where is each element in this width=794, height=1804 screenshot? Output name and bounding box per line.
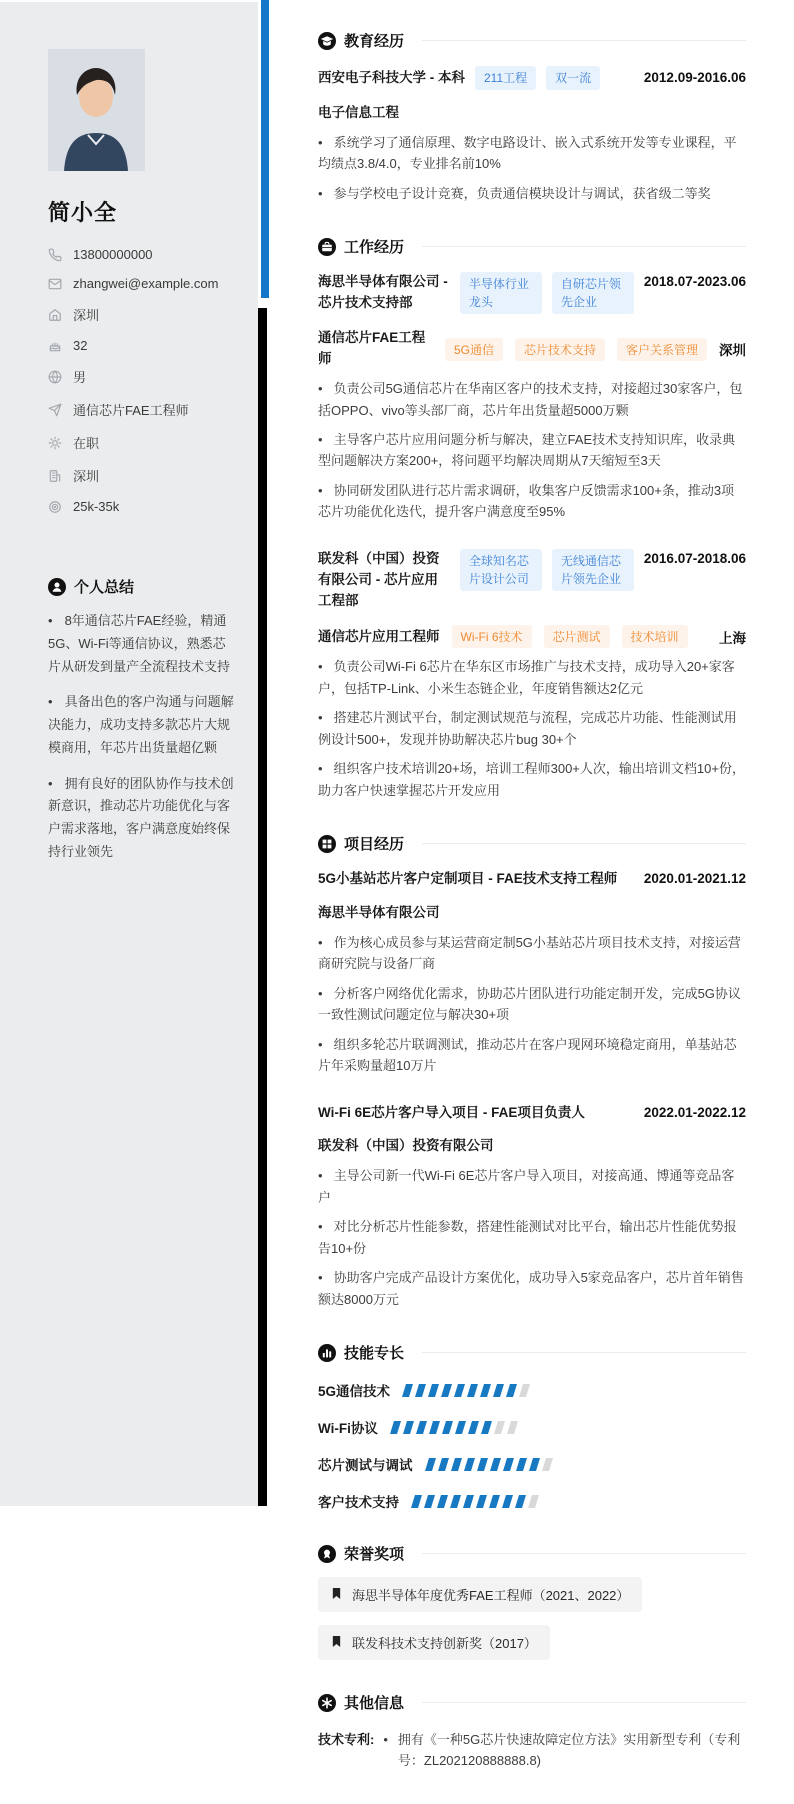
- company-tag: 无线通信芯片领先企业: [552, 549, 634, 591]
- section-title: 项目经历: [344, 836, 405, 854]
- company-tag: 半导体行业龙头: [460, 272, 542, 314]
- section-title: 教育经历: [344, 33, 405, 50]
- building-icon: [48, 469, 62, 483]
- bullet-item: • 组织多轮芯片联调测试，推动芯片在客户现网环境稳定商用，单基站芯片年采购量超10万片: [318, 1034, 746, 1077]
- contact-item-gender: [48, 367, 238, 386]
- company-tag: 自研芯片领先企业: [552, 272, 634, 314]
- role-title: 通信芯片FAE工程师: [318, 330, 426, 367]
- role-title: 通信芯片应用工程师: [318, 628, 440, 644]
- summary-bullet: • 具备出色的客户沟通与问题解决能力，成功支持多款芯片大规模商用，年芯片出货量超亿颗: [48, 691, 238, 759]
- education-section: [318, 30, 746, 204]
- home-icon: [48, 308, 62, 322]
- skill-bars: [392, 1421, 516, 1434]
- project-date: 2022.01-2022.12: [643, 1104, 746, 1120]
- summary-section: [48, 576, 238, 864]
- role-tag: 5G通信: [445, 338, 503, 361]
- work-location: 上海: [719, 630, 746, 646]
- bullet-item: • 分析客户网络优化需求，协助芯片团队进行功能定制开发，完成5G协议一致性测试问题定位与解决30+项: [318, 983, 746, 1026]
- bullet-item: • 系统学习了通信原理、数字电路设计、嵌入式系统开发等专业课程，平均绩点3.8/4.0，专业排名前10%: [318, 132, 746, 175]
- bookmark-icon: [331, 1635, 342, 1651]
- work-date: 2016.07-2018.06: [643, 550, 746, 566]
- grid-icon: [318, 835, 336, 853]
- bookmark-icon: [331, 1587, 342, 1603]
- bullet-item: • 主导客户芯片应用问题分析与解决，建立FAE技术支持知识库，收录典型问题解决方案200+，将问题平均解决周期从7天缩短至3天: [318, 429, 746, 472]
- section-title: 工作经历: [344, 239, 405, 257]
- major: 电子信息工程: [318, 105, 399, 120]
- contact-value: 男: [73, 370, 87, 385]
- contact-item-email: [48, 276, 238, 291]
- phone-icon: [48, 248, 62, 262]
- work-entry: [318, 272, 746, 522]
- person-icon: [48, 578, 66, 596]
- skills-section: [318, 1342, 746, 1511]
- work-entry: [318, 549, 746, 801]
- section-rule: [422, 843, 746, 844]
- skill-label: 客户技术支持: [318, 1495, 399, 1511]
- work-section: [318, 236, 746, 801]
- patent-text: 拥有《一种5G芯片快速故障定位方法》实用新型专利（专利号：ZL202120888888.8): [397, 1732, 741, 1769]
- patent-row: [318, 1729, 746, 1772]
- project-name: 5G小基站芯片客户定制项目 - FAE技术支持工程师: [318, 871, 618, 887]
- contact-item-target-role: [48, 400, 238, 419]
- bar-chart-icon: [318, 1344, 336, 1362]
- summary-heading: 个人总结: [74, 579, 135, 596]
- skill-row: [318, 1454, 746, 1474]
- bullet-item: • 作为核心成员参与某运营商定制5G小基站芯片项目技术支持，对接运营商研究院与设备厂商: [318, 932, 746, 975]
- role-tag: 芯片技术支持: [515, 338, 605, 361]
- skill-label: Wi-Fi协议: [318, 1421, 378, 1437]
- medal-icon: [318, 1545, 336, 1563]
- skill-label: 5G通信技术: [318, 1384, 391, 1400]
- paper-plane-icon: [48, 403, 62, 417]
- project-company: 联发科（中国）投资有限公司: [318, 1138, 494, 1154]
- work-location: 深圳: [719, 343, 746, 359]
- skill-label: 芯片测试与调试: [318, 1458, 413, 1474]
- bullet-item: • 主导公司新一代Wi-Fi 6E芯片客户导入项目，对接高通、博通等竞品客户: [318, 1165, 746, 1208]
- contact-value: 25k-35k: [73, 499, 120, 514]
- project-name: Wi-Fi 6E芯片客户导入项目 - FAE项目负责人: [318, 1104, 585, 1120]
- section-rule: [422, 1553, 746, 1554]
- bullet-item: • 对比分析芯片性能参数，搭建性能测试对比平台，输出芯片性能优势报告10+份: [318, 1216, 746, 1259]
- other-section: [318, 1692, 746, 1772]
- contact-item-city: [48, 466, 238, 485]
- company-tag: 全球知名芯片设计公司: [460, 549, 542, 591]
- project-company: 海思半导体有限公司: [318, 905, 440, 921]
- contact-value: 深圳: [73, 469, 100, 484]
- contact-value: 深圳: [73, 308, 100, 323]
- work-date: 2018.07-2023.06: [643, 274, 746, 290]
- bullet-item: • 协助客户完成产品设计方案优化，成功导入5家竞品客户，芯片首年销售额达8000万元: [318, 1267, 746, 1310]
- bullet-item: • 组织客户技术培训20+场，培训工程师300+人次，输出培训文档10+份，助力客户快速掌握芯片开发应用: [318, 758, 746, 801]
- cake-icon: [48, 339, 62, 353]
- project-entry: [318, 1103, 746, 1310]
- section-rule: [422, 246, 746, 247]
- briefcase-icon: [318, 238, 336, 256]
- section-rule: [422, 1352, 746, 1353]
- profile-photo: [48, 49, 238, 171]
- candidate-name: 简小全: [48, 200, 118, 225]
- gear-icon: [48, 436, 62, 450]
- bullet-item: • 负责公司5G通信芯片在华南区客户的技术支持，对接超过30家客户，包括OPPO、vivo等头部厂商，芯片年出货量超5000万颗: [318, 378, 746, 421]
- contact-item-status: [48, 433, 238, 452]
- education-date: 2012.09-2016.06: [643, 69, 746, 85]
- summary-bullet: • 8年通信芯片FAE经验，精通5G、Wi-Fi等通信协议，熟悉芯片从研发到量产全流程技术支持: [48, 610, 238, 678]
- email-icon: [48, 277, 62, 291]
- contact-value: zhangwei@example.com: [73, 276, 219, 291]
- project-date: 2020.01-2021.12: [643, 871, 746, 887]
- section-rule: [422, 40, 746, 41]
- honor-item: [318, 1625, 550, 1660]
- bullet-item: • 协同研发团队进行芯片需求调研，收集客户反馈需求100+条，推动3项芯片功能优化迭代，提升客户满意度至95%: [318, 480, 746, 523]
- honors-section: [318, 1543, 746, 1660]
- school-tag: 211工程: [475, 66, 536, 90]
- skill-bars: [404, 1384, 528, 1397]
- skill-row: [318, 1417, 746, 1437]
- company-name: 联发科（中国）投资有限公司 - 芯片应用工程部: [318, 550, 440, 608]
- skill-row: [318, 1380, 746, 1400]
- role-tag: 客户关系管理: [617, 338, 707, 361]
- honor-text: 联发科技术支持创新奖（2017）: [352, 1636, 537, 1652]
- contact-value: 在职: [73, 436, 100, 451]
- sidebar: [0, 2, 258, 1506]
- bullet-item: • 负责公司Wi-Fi 6芯片在华东区市场推广与技术支持，成功导入20+家客户，包括TP-Link、小米生态链企业，年度销售额达2亿元: [318, 656, 746, 699]
- honor-item: [318, 1577, 642, 1612]
- bullet-item: • 搭建芯片测试平台，制定测试规范与流程，完成芯片功能、性能测试用例设计500+，发现并协助解决芯片bug 30+个: [318, 707, 746, 750]
- role-tag: 芯片测试: [544, 625, 610, 648]
- contact-value: 通信芯片FAE工程师: [73, 403, 189, 418]
- resume-main: [318, 0, 746, 1804]
- role-tag: Wi-Fi 6技术: [452, 625, 532, 648]
- skill-bars: [427, 1458, 551, 1471]
- accent-stripe-blue: [261, 0, 269, 298]
- section-title: 技能专长: [344, 1345, 405, 1363]
- section-rule: [422, 1702, 746, 1703]
- contact-item-age: [48, 338, 238, 353]
- asterisk-icon: [318, 1694, 336, 1712]
- graduation-cap-icon: [318, 32, 336, 50]
- section-title: 荣誉奖项: [344, 1546, 405, 1564]
- contact-value: 13800000000: [73, 247, 153, 262]
- company-name: 海思半导体有限公司 - 芯片技术支持部: [318, 274, 448, 311]
- accent-stripe-black: [258, 308, 267, 1506]
- project-entry: [318, 869, 746, 1076]
- contact-value: 32: [73, 338, 88, 353]
- patent-bullet: •: [383, 1732, 388, 1748]
- school-tag: 双一流: [546, 66, 600, 90]
- contact-item-salary: [48, 499, 238, 514]
- summary-bullet: • 拥有良好的团队协作与技术创新意识，推动芯片功能优化与客户需求落地，客户满意度始终保持行业领先: [48, 773, 238, 864]
- honor-text: 海思半导体年度优秀FAE工程师（2021、2022）: [352, 1588, 630, 1604]
- globe-icon: [48, 370, 62, 384]
- projects-section: [318, 833, 746, 1310]
- contact-item-home: [48, 305, 238, 324]
- contact-item-phone: [48, 247, 238, 262]
- school-name: 西安电子科技大学 - 本科: [318, 69, 465, 85]
- skill-row: [318, 1491, 746, 1511]
- bullet-item: • 参与学校电子设计竞赛，负责通信模块设计与调试，获省级二等奖: [318, 183, 746, 204]
- section-title: 其他信息: [344, 1695, 405, 1713]
- target-icon: [48, 500, 62, 514]
- role-tag: 技术培训: [622, 625, 688, 648]
- patent-label: 技术专利:: [318, 1732, 375, 1748]
